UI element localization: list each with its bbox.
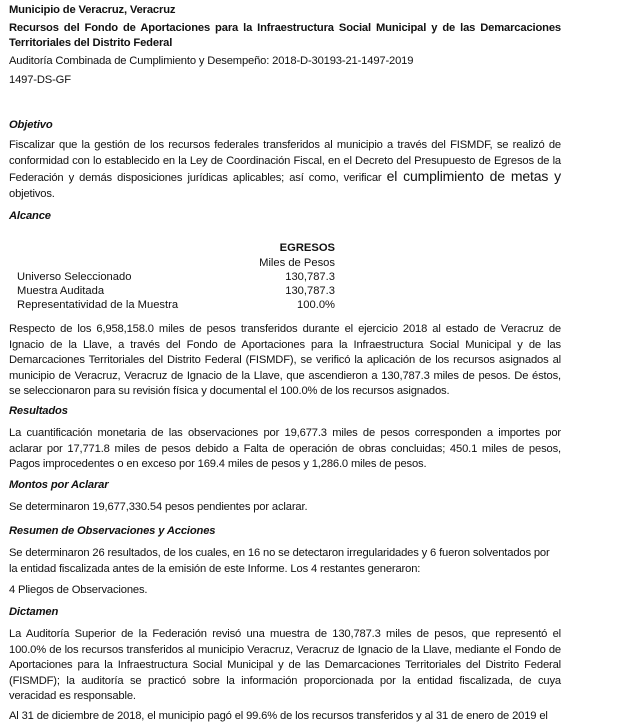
fund-title: Recursos del Fondo de Aportaciones para la Infraestructura Social Municipal y de las Demarcaciones Territoriales del Distrito Federal xyxy=(9,22,561,49)
column-subheader: Miles de Pesos xyxy=(259,257,335,269)
table-header-row xyxy=(9,242,335,256)
resumen-text: Se determinaron 26 resultados, de los cuales, en 16 no se detectaron irregularidades y 6 fueron solventados por la entidad fiscalizada antes de la emisión de este Informe. Los 4 restantes generaron: xyxy=(9,547,550,575)
row-value: 130,787.3 xyxy=(285,271,335,283)
resumen-heading: Resumen de Observaciones y Acciones xyxy=(9,525,216,537)
row-value: 100.0% xyxy=(297,299,335,311)
row-label: Muestra Auditada xyxy=(17,285,105,297)
alcance-text: Respecto de los 6,958,158.0 miles de pesos transferidos durante el ejercicio 2018 al estado de Veracruz de Ignacio de la Llave, a través del Fondo de Aportaciones para la Infraestructura Social Municipal y de las Demarcaciones Territoriales del Distrito Federal (FISMDF), se verificó la aplicación de los recursos asignados al municipio de Veracruz, Veracruz de Ignacio de la Llave, que ascendieron a 130,787.3 miles de pesos. De éstos, se seleccionaron para su revisión física y documental el 100.0% de los recursos asignados. xyxy=(9,323,561,397)
table-row xyxy=(9,299,335,313)
objetivo-text-main: Fiscalizar que la gestión de los recursos federales transferidos al municipio a través del FISMDF, se realizó de conformidad con lo establecido en la Ley de Coordinación Fiscal, en el Decreto del Presupuesto de Egresos de la Federación y demás disposiciones jurídicas aplicables; así como, verificar xyxy=(9,139,561,184)
table-row xyxy=(9,271,335,285)
dictamen-text-cont: Al 31 de diciembre de 2018, el municipio pagó el 99.6% de los recursos transferidos y al 31 de enero de 2019 el xyxy=(9,710,548,722)
row-label: Universo Seleccionado xyxy=(17,271,132,283)
audit-type: Auditoría Combinada de Cumplimiento y Desempeño: 2018-D-30193-21-1497-2019 xyxy=(9,55,414,67)
column-header: EGRESOS xyxy=(279,242,335,254)
alcance-heading: Alcance xyxy=(9,210,51,222)
table-subheader-row xyxy=(9,257,335,271)
dictamen-text: La Auditoría Superior de la Federación revisó una muestra de 130,787.3 miles de pesos, que representó el 100.0% de los recursos transferidos al municipio Veracruz, Veracruz de Ignacio de la Llave, mediante el Fondo de Aportaciones para la Infraestructura Social Municipal y de las Demarcaciones Territoriales del Distrito Federal (FISMDF); la auditoría se practicó sobre la información proporcionada por la entidad fiscalizada, de cuya veracidad es responsable. xyxy=(9,628,561,702)
montos-text: Se determinaron 19,677,330.54 pesos pendientes por aclarar. xyxy=(9,501,308,513)
table-row xyxy=(9,285,335,299)
audit-code: 1497-DS-GF xyxy=(9,74,71,86)
objetivo-heading: Objetivo xyxy=(9,119,53,131)
row-label: Representatividad de la Muestra xyxy=(17,299,179,311)
entity-title: Municipio de Veracruz, Veracruz xyxy=(9,4,176,16)
resultados-text: La cuantificación monetaria de las observaciones por 19,677.3 miles de pesos corresponden a importes por aclarar por 17,771.8 miles de pesos debido a Falta de operación de obras concluidas; 450.1 miles de pesos, Pagos improcedentes o en exceso por 169.4 miles de pesos y 1,286.0 miles de pesos. xyxy=(9,427,561,470)
resultados-heading: Resultados xyxy=(9,405,68,417)
objetivo-text xyxy=(9,138,561,202)
montos-heading: Montos por Aclarar xyxy=(9,479,109,491)
dictamen-heading: Dictamen xyxy=(9,606,59,618)
objetivo-text-large: el cumplimiento de metas y xyxy=(386,168,561,184)
row-value: 130,787.3 xyxy=(285,285,335,297)
objetivo-text-end: objetivos. xyxy=(9,187,55,200)
resumen-actions: 4 Pliegos de Observaciones. xyxy=(9,584,148,596)
